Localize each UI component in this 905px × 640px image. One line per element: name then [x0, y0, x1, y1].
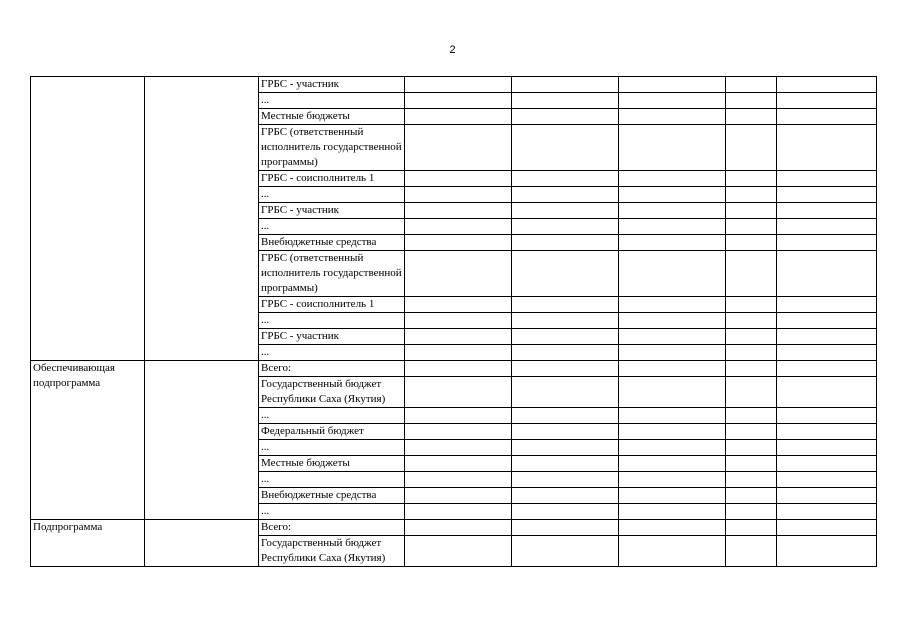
funding-source-cell: ГРБС - соисполнитель 1: [259, 297, 405, 313]
funding-source-cell: Местные бюджеты: [259, 456, 405, 472]
value-cell: [777, 520, 877, 536]
value-cell: [777, 329, 877, 345]
value-cell: [512, 203, 619, 219]
value-cell: [512, 361, 619, 377]
value-cell: [512, 125, 619, 171]
value-cell: [619, 456, 726, 472]
value-cell: [619, 187, 726, 203]
value-cell: [726, 424, 777, 440]
value-cell: [512, 235, 619, 251]
value-cell: [619, 251, 726, 297]
value-cell: [726, 251, 777, 297]
value-cell: [512, 472, 619, 488]
value-cell: [405, 235, 512, 251]
value-cell: [619, 536, 726, 567]
value-cell: [777, 424, 877, 440]
funding-source-cell: ...: [259, 504, 405, 520]
value-cell: [777, 251, 877, 297]
value-cell: [777, 77, 877, 93]
value-cell: [726, 171, 777, 187]
value-cell: [726, 187, 777, 203]
value-cell: [405, 345, 512, 361]
funding-source-cell: Местные бюджеты: [259, 109, 405, 125]
funding-source-cell: ...: [259, 408, 405, 424]
value-cell: [405, 125, 512, 171]
funding-source-cell: ГРБС - соисполнитель 1: [259, 171, 405, 187]
value-cell: [726, 203, 777, 219]
value-cell: [726, 235, 777, 251]
section-name-cell: Подпрограмма: [31, 520, 145, 567]
value-cell: [726, 93, 777, 109]
table-row: [31, 520, 877, 536]
value-cell: [512, 219, 619, 235]
value-cell: [726, 297, 777, 313]
value-cell: [726, 440, 777, 456]
value-cell: [619, 345, 726, 361]
table-row: [31, 361, 877, 377]
value-cell: [619, 361, 726, 377]
value-cell: [405, 504, 512, 520]
value-cell: [512, 440, 619, 456]
value-cell: [619, 520, 726, 536]
funding-source-cell: ...: [259, 345, 405, 361]
value-cell: [512, 171, 619, 187]
table-row: [31, 77, 877, 93]
value-cell: [777, 109, 877, 125]
value-cell: [405, 440, 512, 456]
value-cell: [619, 472, 726, 488]
value-cell: [512, 313, 619, 329]
value-cell: [777, 345, 877, 361]
value-cell: [777, 456, 877, 472]
value-cell: [405, 313, 512, 329]
value-cell: [619, 109, 726, 125]
value-cell: [619, 504, 726, 520]
value-cell: [777, 171, 877, 187]
funding-source-cell: ...: [259, 472, 405, 488]
value-cell: [512, 329, 619, 345]
funding-source-cell: Государственный бюджет Республики Саха (Якутия): [259, 377, 405, 408]
funding-source-cell: ...: [259, 93, 405, 109]
value-cell: [512, 377, 619, 408]
value-cell: [777, 504, 877, 520]
value-cell: [405, 93, 512, 109]
value-cell: [777, 488, 877, 504]
value-cell: [726, 472, 777, 488]
value-cell: [405, 456, 512, 472]
funding-source-cell: ...: [259, 187, 405, 203]
value-cell: [726, 329, 777, 345]
value-cell: [512, 93, 619, 109]
value-cell: [512, 251, 619, 297]
value-cell: [619, 93, 726, 109]
funding-source-cell: Внебюджетные средства: [259, 235, 405, 251]
funding-source-cell: Всего:: [259, 361, 405, 377]
value-cell: [726, 456, 777, 472]
value-cell: [405, 472, 512, 488]
value-cell: [777, 408, 877, 424]
value-cell: [512, 504, 619, 520]
value-cell: [777, 125, 877, 171]
value-cell: [405, 424, 512, 440]
value-cell: [726, 219, 777, 235]
value-cell: [512, 187, 619, 203]
value-cell: [726, 125, 777, 171]
value-cell: [512, 520, 619, 536]
value-cell: [726, 504, 777, 520]
value-cell: [726, 313, 777, 329]
section-name-cell: Обеспечивающая подпрограмма: [31, 361, 145, 520]
value-cell: [405, 329, 512, 345]
value-cell: [619, 440, 726, 456]
value-cell: [405, 297, 512, 313]
value-cell: [619, 408, 726, 424]
value-cell: [405, 203, 512, 219]
value-cell: [512, 408, 619, 424]
value-cell: [405, 251, 512, 297]
value-cell: [619, 297, 726, 313]
value-cell: [619, 424, 726, 440]
value-cell: [777, 187, 877, 203]
value-cell: [726, 77, 777, 93]
value-cell: [405, 77, 512, 93]
value-cell: [726, 536, 777, 567]
value-cell: [619, 377, 726, 408]
value-cell: [726, 361, 777, 377]
value-cell: [405, 187, 512, 203]
value-cell: [512, 488, 619, 504]
value-cell: [512, 345, 619, 361]
value-cell: [619, 329, 726, 345]
value-cell: [619, 219, 726, 235]
funding-source-cell: ...: [259, 219, 405, 235]
value-cell: [619, 77, 726, 93]
funding-source-cell: ...: [259, 440, 405, 456]
value-cell: [405, 520, 512, 536]
value-cell: [405, 171, 512, 187]
value-cell: [777, 440, 877, 456]
value-cell: [726, 488, 777, 504]
value-cell: [777, 377, 877, 408]
value-cell: [405, 488, 512, 504]
section-code-cell: [145, 77, 259, 361]
section-name-cell: [31, 77, 145, 361]
value-cell: [512, 109, 619, 125]
page-number: 2: [449, 44, 456, 56]
value-cell: [777, 313, 877, 329]
section-code-cell: [145, 361, 259, 520]
funding-source-cell: Всего:: [259, 520, 405, 536]
value-cell: [726, 377, 777, 408]
value-cell: [619, 203, 726, 219]
funding-source-cell: ГРБС (ответственный исполнитель государственной программы): [259, 125, 405, 171]
funding-source-cell: ГРБС - участник: [259, 203, 405, 219]
value-cell: [405, 219, 512, 235]
value-cell: [777, 297, 877, 313]
value-cell: [512, 297, 619, 313]
value-cell: [619, 235, 726, 251]
value-cell: [512, 536, 619, 567]
section-code-cell: [145, 520, 259, 567]
value-cell: [726, 520, 777, 536]
value-cell: [512, 424, 619, 440]
funding-source-cell: ...: [259, 313, 405, 329]
value-cell: [619, 125, 726, 171]
value-cell: [619, 171, 726, 187]
funding-source-cell: ГРБС - участник: [259, 77, 405, 93]
value-cell: [726, 345, 777, 361]
value-cell: [726, 109, 777, 125]
value-cell: [619, 313, 726, 329]
funding-source-cell: ГРБС (ответственный исполнитель государственной программы): [259, 251, 405, 297]
value-cell: [777, 361, 877, 377]
value-cell: [405, 408, 512, 424]
funding-source-cell: Федеральный бюджет: [259, 424, 405, 440]
value-cell: [405, 536, 512, 567]
value-cell: [777, 93, 877, 109]
value-cell: [777, 536, 877, 567]
value-cell: [777, 219, 877, 235]
value-cell: [777, 203, 877, 219]
value-cell: [726, 408, 777, 424]
funding-table-body: [31, 77, 877, 567]
value-cell: [405, 377, 512, 408]
funding-source-cell: Государственный бюджет Республики Саха (Якутия): [259, 536, 405, 567]
value-cell: [777, 235, 877, 251]
funding-table: [30, 76, 877, 567]
funding-source-cell: ГРБС - участник: [259, 329, 405, 345]
value-cell: [512, 77, 619, 93]
value-cell: [405, 109, 512, 125]
value-cell: [512, 456, 619, 472]
value-cell: [777, 472, 877, 488]
funding-source-cell: Внебюджетные средства: [259, 488, 405, 504]
value-cell: [405, 361, 512, 377]
value-cell: [619, 488, 726, 504]
